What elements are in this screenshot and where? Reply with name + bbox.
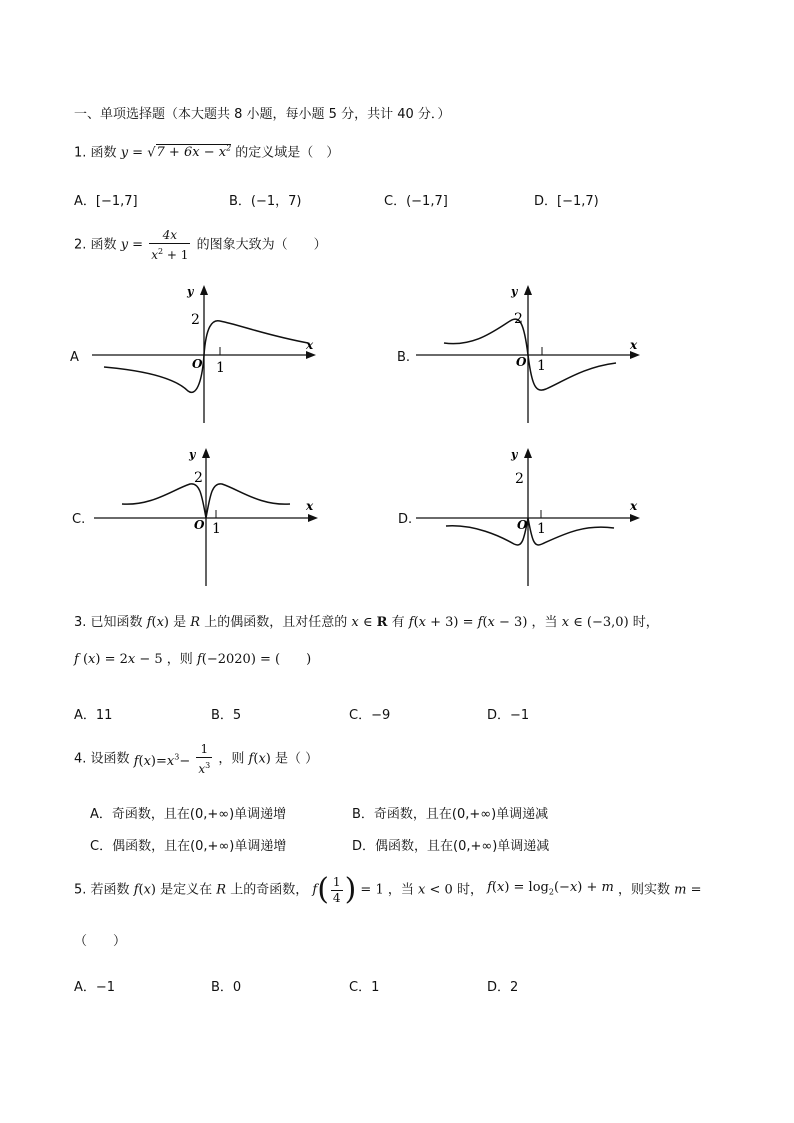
graph-c-x-tick: 1 bbox=[212, 521, 221, 537]
question-5-line-1: 5. 若函数 f(x) 是定义在 R 上的奇函数， f( $\frac{1}{4}$ ) = 1 ，当 x < 0 时， $f(x) = \log_2(-x) + m$ ，则实数 m = bbox=[74, 872, 702, 908]
graph-b-y-label: y bbox=[511, 285, 518, 298]
q5-option-a[interactable]: A．−1 bbox=[74, 980, 116, 995]
q3-option-b[interactable]: B．5 bbox=[211, 708, 242, 723]
graph-c-x-label: x bbox=[306, 499, 314, 513]
question-2-number: 2. 函数 bbox=[74, 237, 117, 253]
q4-option-a[interactable]: A．奇函数，且在(0,+∞)单调递增 bbox=[90, 807, 287, 822]
question-1 bbox=[74, 138, 339, 164]
graph-d-label[interactable]: D. bbox=[398, 512, 413, 527]
graph-a-y-tick: 2 bbox=[191, 312, 200, 328]
graph-c-origin: O bbox=[194, 518, 205, 532]
graph-a-x-tick: 1 bbox=[216, 360, 225, 376]
q1-option-d[interactable]: D．[−1,7) bbox=[534, 194, 599, 209]
graph-a-origin: O bbox=[192, 357, 203, 371]
question-2-prompt: 的图象大致为（ ） bbox=[196, 237, 327, 253]
q1-option-a[interactable]: A．[−1,7] bbox=[74, 194, 138, 209]
q3-option-a[interactable]: A．11 bbox=[74, 708, 113, 723]
graph-d-y-tick: 2 bbox=[515, 471, 524, 487]
question-5-line-2: （ ） bbox=[74, 934, 127, 949]
graph-c-label[interactable]: C. bbox=[72, 512, 86, 527]
graph-c[interactable] bbox=[92, 446, 322, 588]
graph-a[interactable] bbox=[90, 283, 320, 425]
graph-b-x-label: x bbox=[630, 338, 638, 352]
question-1-prompt: 的定义域是（ ） bbox=[235, 145, 340, 161]
graph-b-origin: O bbox=[516, 355, 527, 369]
q5-option-c[interactable]: C．1 bbox=[349, 980, 380, 995]
question-5-fraction: $\frac{1}{4}$ bbox=[332, 874, 341, 905]
graph-d-y-label: y bbox=[511, 448, 518, 461]
graph-d-x-label: x bbox=[630, 499, 638, 513]
q5-option-d[interactable]: D．2 bbox=[487, 980, 519, 995]
q4-option-b[interactable]: B．奇函数，且在(0,+∞)单调递减 bbox=[352, 807, 549, 822]
graph-b-y-tick: 2 bbox=[514, 311, 523, 327]
graph-d-origin: O bbox=[517, 518, 528, 532]
graph-b[interactable] bbox=[414, 283, 644, 425]
q1-option-c[interactable]: C．(−1,7] bbox=[384, 194, 448, 209]
graph-a-y-label: y bbox=[187, 285, 194, 298]
section-heading: 一、单项选择题（本大题共 8 小题，每小题 5 分，共计 40 分．） bbox=[74, 107, 451, 122]
graph-c-y-label: y bbox=[189, 448, 196, 461]
q1-option-b[interactable]: B．(−1，7) bbox=[229, 194, 302, 209]
q5-option-b[interactable]: B．0 bbox=[211, 980, 242, 995]
graph-c-y-tick: 2 bbox=[194, 470, 203, 486]
q4-option-d[interactable]: D．偶函数，且在(0,+∞)单调递减 bbox=[352, 839, 550, 854]
question-2-fraction: $\frac{4x}{x^2 + 1}$ bbox=[151, 228, 189, 262]
q3-option-c[interactable]: C．−9 bbox=[349, 708, 391, 723]
question-3-line-1: 3. 已知函数 f(x) 是 R 上的偶函数，且对任意的 x ∈ R 有 f(x + 3) = f(x − 3) ，当 x ∈ (−3,0) 时， bbox=[74, 615, 659, 630]
question-1-formula: $y = √7 + 6x - x^2$ bbox=[120, 144, 232, 161]
q3-option-d[interactable]: D．−1 bbox=[487, 708, 530, 723]
graph-b-label[interactable]: B. bbox=[397, 350, 411, 365]
graph-b-x-tick: 1 bbox=[537, 358, 546, 374]
question-3-line-2: f (x) = 2x − 5 ，则 f(−2020) = ( ) bbox=[74, 652, 312, 667]
question-1-number: 1. 函数 bbox=[74, 145, 117, 161]
question-2-formula: y = bbox=[120, 237, 144, 253]
q4-option-c[interactable]: C．偶函数，且在(0,+∞)单调递增 bbox=[90, 839, 287, 854]
graph-d-x-tick: 1 bbox=[537, 521, 546, 537]
graph-d[interactable] bbox=[414, 446, 644, 588]
graph-a-x-label: x bbox=[306, 338, 314, 352]
question-2 bbox=[74, 228, 327, 263]
graph-a-label[interactable]: A bbox=[70, 350, 79, 365]
question-4-fraction: $\frac{1}{x^3}$ bbox=[198, 742, 211, 776]
question-4: 4. 设函数 $f(x)=x^3-$ $\frac{1}{x^3}$ ，则 f(x) 是（ ） bbox=[74, 742, 319, 776]
